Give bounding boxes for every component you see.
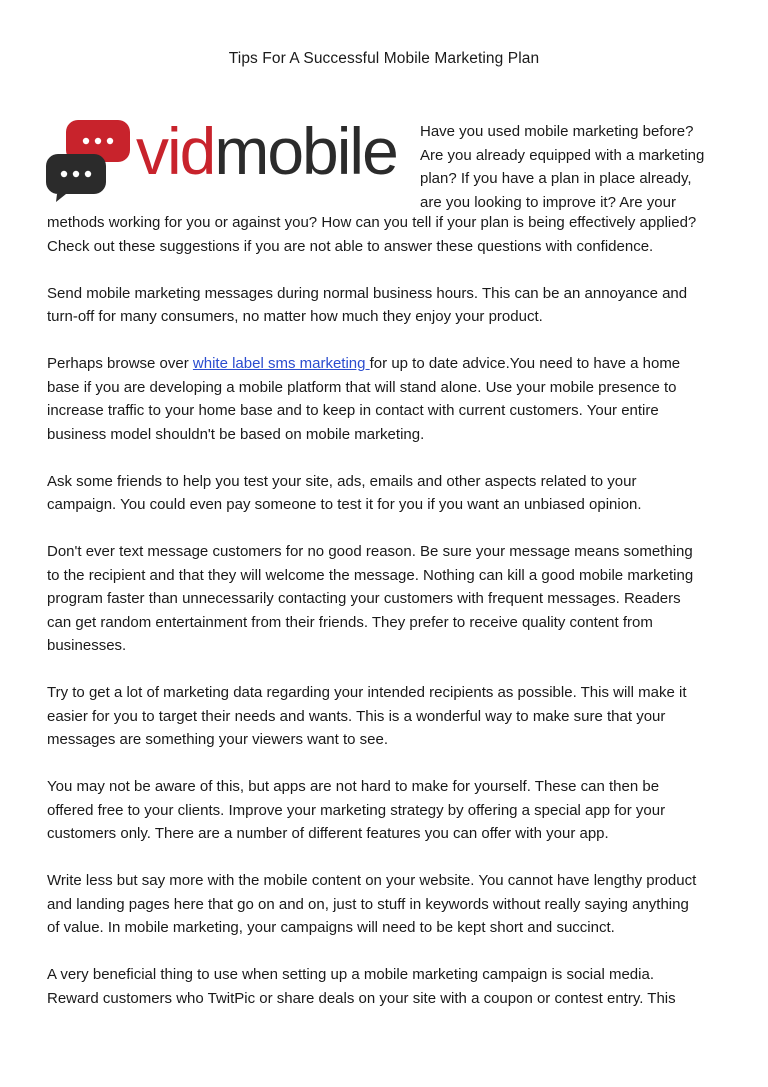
text-line: to the recipient and that they will welcome the message. Nothing can kill a good mobile marketing (47, 566, 694, 584)
paragraph-3 (47, 352, 737, 446)
text-line: messages are something your viewers want to see. (47, 731, 388, 748)
paragraph-7 (47, 775, 737, 846)
text-line: Don't ever text message customers for no good reason. Be sure your message means something (47, 543, 693, 560)
chat-bubble-dots-icon (46, 120, 130, 202)
logo-wordmark: vidmobile (136, 116, 397, 188)
text-line: Write less but say more with the mobile content on your website. You cannot have lengthy product (47, 872, 697, 889)
article-body (47, 211, 737, 1010)
paragraph-2 (47, 282, 737, 329)
text-segment: Perhaps browse over (47, 355, 193, 372)
paragraph-1 (47, 211, 737, 258)
text-line: businesses. (47, 637, 127, 654)
text-line: business model shouldn't be based on mobile marketing. (47, 425, 425, 443)
white-label-sms-link[interactable]: white label sms marketing (192, 355, 370, 372)
text-line: You may not be aware of this, but apps are not hard to make for yourself. These can then be (47, 778, 660, 795)
text-line: program faster than unnecessarily contacting your customers with frequent messages. Readers (47, 590, 681, 607)
intro-line: Are you already equipped with a marketing (420, 146, 705, 164)
text-line: and landing pages here that go on and on, just to stuff in keywords without really saying anything (47, 895, 689, 913)
intro-line: are you looking to improve it? Are your (420, 193, 676, 211)
text-line: turn-off for many consumers, no matter how much they enjoy your product. (47, 308, 543, 325)
paragraph-5 (47, 540, 737, 658)
text-segment: for up to date advice.You need to have a home (369, 355, 681, 372)
text-line: offered free to your clients. Improve your marketing strategy by offering a special app for your (47, 801, 666, 819)
text-line: Ask some friends to help you test your site, ads, emails and other aspects related to your (47, 472, 637, 490)
text-line (47, 352, 737, 376)
text-line: Reward customers who TwitPic or share deals on your site with a coupon or contest entry. This (47, 989, 676, 1007)
intro-line: plan? If you have a plan in place already, (420, 170, 692, 187)
paragraph-6 (47, 681, 737, 752)
page-title: Tips For A Successful Mobile Marketing Plan (228, 50, 540, 67)
text-line: can get random entertainment from their friends. They prefer to receive quality content from (47, 613, 653, 631)
intro-text (420, 120, 750, 214)
text-line: Send mobile marketing messages during normal business hours. This can be an annoyance and (47, 284, 688, 302)
text-line: base if you are developing a mobile platform that will stand alone. Use your mobile presence to (47, 378, 677, 396)
text-line: Check out these suggestions if you are not able to answer these questions with confidence. (47, 237, 654, 255)
paragraph-4 (47, 470, 737, 517)
text-line: campaign. You could even pay someone to test it for you if you want an unbiased opinion. (47, 496, 642, 513)
text-line: methods working for you or against you? How can you tell if your plan is being effectively applied? (47, 214, 697, 231)
paragraph-9 (47, 963, 737, 1010)
text-line: easier for you to target their needs and wants. This is a wonderful way to make sure that your (47, 707, 666, 725)
paragraph-8 (47, 869, 737, 940)
text-line: Try to get a lot of marketing data regarding your intended recipients as possible. This will make it (47, 684, 687, 701)
text-line: customers only. There are a number of different features you can offer with your app. (47, 825, 609, 842)
intro-line: Have you used mobile marketing before? (420, 123, 694, 140)
text-line: increase traffic to your home base and to keep in contact with current customers. Your entire (47, 402, 659, 419)
text-line: A very beneficial thing to use when setting up a mobile marketing campaign is social media. (47, 966, 654, 983)
text-line: of value. In mobile marketing, your campaigns will need to be kept short and succinct. (47, 919, 615, 936)
vidmobile-logo (44, 116, 414, 202)
